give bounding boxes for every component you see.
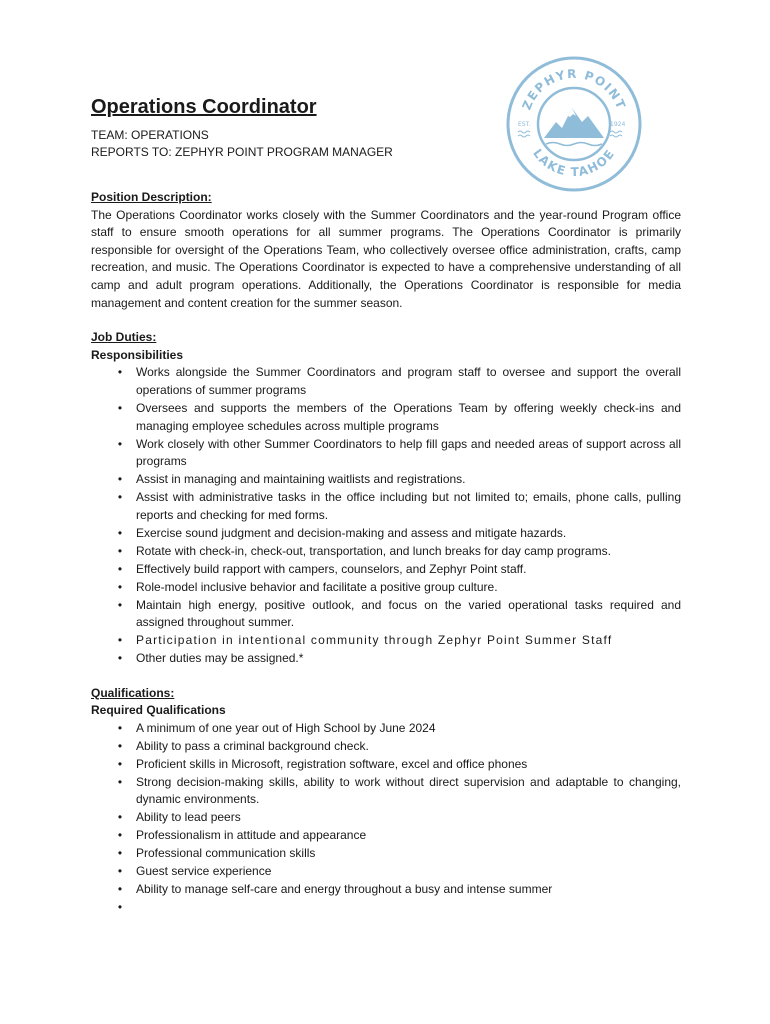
list-item: • Rotate with check-in, check-out, transportation, and lunch breaks for day camp programs.: [91, 543, 681, 561]
duties-heading: Job Duties:: [91, 330, 157, 345]
list-item: • Exercise sound judgment and decision-making and assess and mitigate hazards.: [91, 525, 681, 543]
team-line: TEAM: OPERATIONS: [91, 128, 209, 142]
list-item: • Professionalism in attitude and appearance: [91, 827, 681, 845]
bullet-icon: •: [117, 756, 123, 771]
document-body: [91, 94, 681, 917]
responsibilities-list: [91, 364, 681, 667]
list-item: • Role-model inclusive behavior and facilitate a positive group culture.: [91, 579, 681, 597]
list-item: • Professional communication skills: [91, 845, 681, 863]
position-heading: Position Description:: [91, 190, 212, 204]
bullet-icon: •: [117, 436, 123, 451]
list-item: • Ability to lead peers: [91, 809, 681, 827]
list-item: • Proficient skills in Microsoft, registration software, excel and office phones: [91, 756, 681, 774]
bullet-icon: •: [117, 651, 123, 666]
required-qualifications-heading: Required Qualifications: [91, 703, 226, 718]
bullet-icon: •: [117, 633, 123, 648]
list-item: • Other duties may be assigned.*: [91, 650, 681, 668]
list-item: • Participation in intentional community through Zephyr Point Summer Staff: [91, 632, 681, 650]
page-title: Operations Coordinator: [91, 96, 317, 118]
list-item: • Maintain high energy, positive outlook, and focus on the varied operational tasks required and assigned throughout summer.: [91, 597, 681, 632]
bullet-icon: •: [117, 846, 123, 861]
bullet-icon: •: [117, 720, 123, 735]
list-item: • Ability to manage self-care and energy throughout a busy and intense summer: [91, 881, 681, 899]
bullet-icon: •: [117, 864, 123, 879]
bullet-icon: •: [117, 882, 123, 897]
bullet-icon: •: [117, 561, 123, 576]
bullet-icon: •: [117, 738, 123, 753]
list-item: • Assist in managing and maintaining waitlists and registrations.: [91, 471, 681, 489]
bullet-icon: •: [117, 810, 123, 825]
bullet-icon: •: [117, 900, 123, 915]
logo-est: EST.: [518, 121, 531, 128]
logo-top-text: ZEPHYR POINT: [519, 66, 629, 112]
bullet-icon: •: [117, 400, 123, 415]
bullet-icon: •: [117, 543, 123, 558]
position-description: The Operations Coordinator works closely with the Summer Coordinators and the year-round Program office staff to ensure smooth operations for all summer programs. The Operations Coordinator is primarily responsible for oversight of the Operations Team, who collectively oversee office administration, crafts, camp recreation, and music. The Operations Coordinator is expected to have a comprehensive understanding of all camp and adult program operations. Additionally, the Operations Coordinator is responsible for media management and content creation for the summer season.: [91, 207, 681, 310]
responsibilities-heading: Responsibilities: [91, 347, 184, 362]
bullet-icon: •: [117, 365, 123, 380]
list-item: • A minimum of one year out of High School by June 2024: [91, 720, 681, 738]
bullet-icon: •: [117, 490, 123, 505]
list-item: [91, 899, 681, 917]
bullet-icon: •: [117, 525, 123, 540]
reports-to-line: REPORTS TO: ZEPHYR POINT PROGRAM MANAGER: [91, 145, 393, 159]
bullet-icon: •: [117, 472, 123, 487]
list-item: • Works alongside the Summer Coordinators and program staff to oversee and support the overall operations of summer programs: [91, 364, 681, 399]
qualifications-list: [91, 720, 681, 917]
bullet-icon: •: [117, 597, 123, 612]
list-item: • Strong decision-making skills, ability to work without direct supervision and adaptable to changing, dynamic environments.: [91, 774, 681, 809]
logo-bottom-text: LAKE TAHOE: [530, 146, 618, 180]
list-item: • Ability to pass a criminal background check.: [91, 738, 681, 756]
list-item: • Work closely with other Summer Coordinators to help fill gaps and needed areas of support across all programs: [91, 436, 681, 471]
list-item: • Guest service experience: [91, 863, 681, 881]
qualifications-heading: Qualifications:: [91, 685, 175, 700]
bullet-icon: •: [117, 579, 123, 594]
list-item: • Effectively build rapport with campers, counselors, and Zephyr Point staff.: [91, 561, 681, 579]
bullet-icon: •: [117, 828, 123, 843]
list-item: • Assist with administrative tasks in the office including but not limited to; emails, phone calls, pulling reports and checking for med forms.: [91, 489, 681, 524]
list-item: • Oversees and supports the members of the Operations Team by offering weekly check-ins and managing employee schedules across multiple programs: [91, 400, 681, 435]
logo-year: 1924: [610, 121, 626, 128]
bullet-icon: •: [117, 774, 123, 789]
